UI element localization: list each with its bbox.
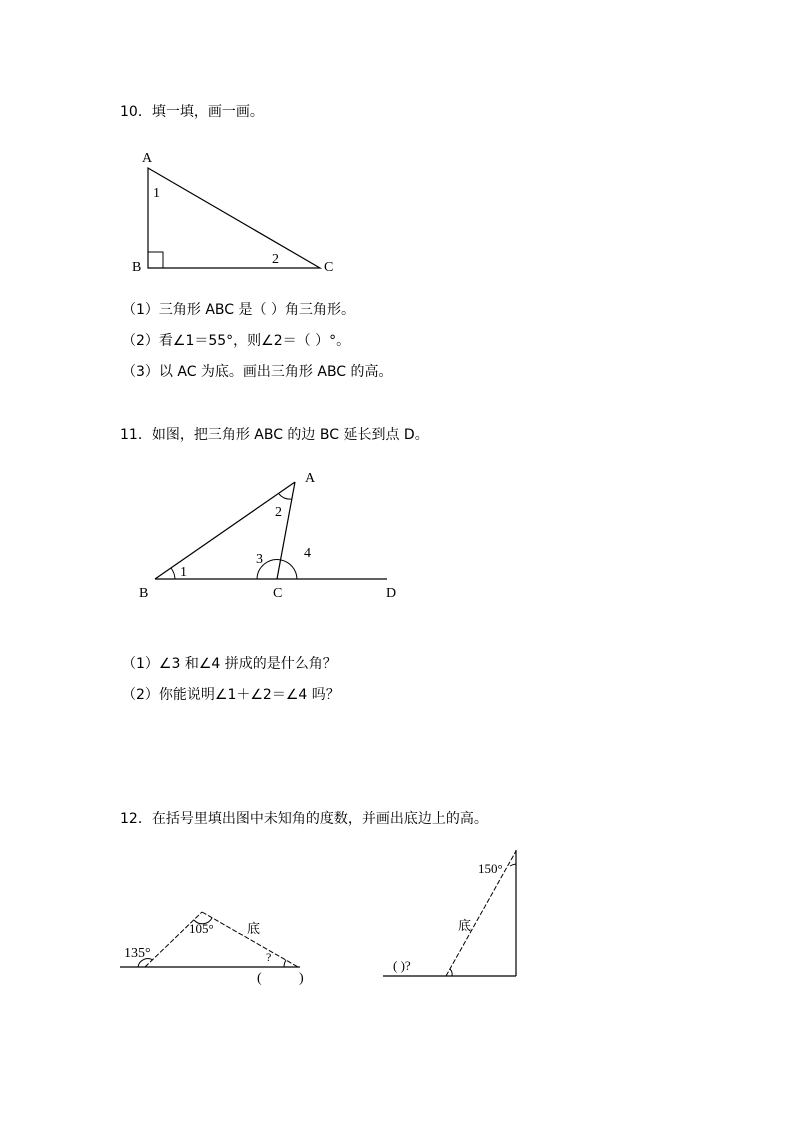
q11-line-1: （1）∠3 和∠4 拼成的是什么角？ <box>122 656 337 672</box>
q12-f1-base-label: 底 <box>247 921 261 936</box>
q12-f2-base-label: 底 <box>458 918 472 933</box>
q12-title: 12．在括号里填出图中未知角的度数，并画出底边上的高。 <box>120 811 488 827</box>
q11-label-d: D <box>386 586 397 601</box>
q11-label-a: A <box>305 471 316 486</box>
q10-title: 10．填一填，画一画。 <box>120 104 264 120</box>
q11-angle-1: 1 <box>180 565 187 580</box>
q11-line-2: （2）你能说明∠1＋∠2＝∠4 吗？ <box>122 687 340 703</box>
q10-line-3: （3）以 AC 为底。画出三角形 ABC 的高。 <box>122 364 393 380</box>
q11-title: 11．如图，把三角形 ABC 的边 BC 延长到点 D。 <box>120 427 429 443</box>
q10-angle-2: 2 <box>272 252 279 267</box>
q10-label-b: B <box>132 260 142 275</box>
q12-f2-unknown-arc <box>450 969 452 976</box>
q12-f1-paren-open: ( <box>257 971 262 986</box>
q10-label-a: A <box>142 151 153 166</box>
q12-f1-angle-ext: 135° <box>124 946 151 961</box>
q12-f1-paren-close: ) <box>299 971 304 986</box>
q12-f2-top-angle-arc <box>510 864 516 866</box>
q12-f1-unknown: ? <box>266 950 272 964</box>
q11-angle-3: 3 <box>256 552 263 567</box>
q11-label-b: B <box>139 586 149 601</box>
q11-label-c: C <box>273 586 283 601</box>
q12-f2-angle-top: 150° <box>478 861 503 876</box>
q11-angle-2: 2 <box>275 505 282 520</box>
q11-angle-4: 4 <box>304 546 311 561</box>
q12-f1-angle-top: 105° <box>189 921 214 936</box>
q10-label-c: C <box>324 260 334 275</box>
q12-f2-unknown: ( )? <box>393 958 411 973</box>
q10-line-1: （1）三角形 ABC 是（ ）角三角形。 <box>122 302 355 318</box>
q10-line-2: （2）看∠1＝55°，则∠2＝（ ）°。 <box>122 333 351 349</box>
q10-angle-1: 1 <box>153 186 160 201</box>
